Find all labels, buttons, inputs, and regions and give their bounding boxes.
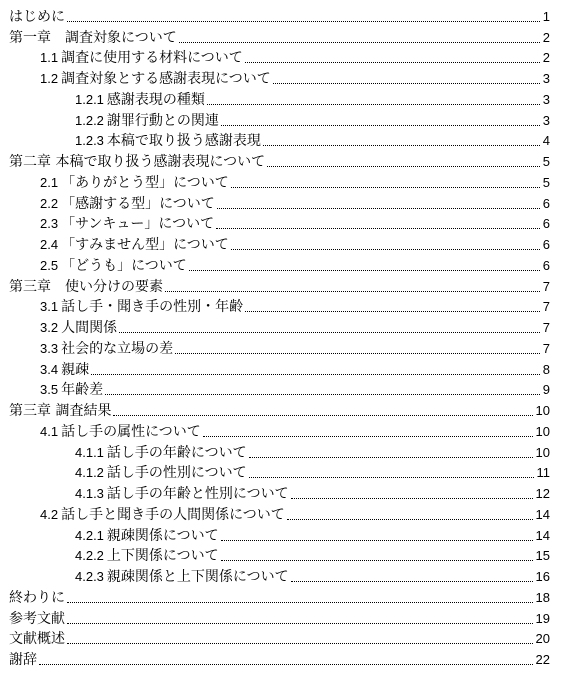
toc-entry-title: 文献概述 [9, 631, 65, 648]
toc-entry[interactable] [0, 150, 562, 171]
dot-leader [67, 643, 533, 644]
toc-entry-title: 第二章 本稿で取り扱う感謝表現について [9, 154, 266, 170]
dot-leader [221, 125, 540, 126]
toc-entry-page-number: 5 [542, 174, 550, 190]
toc-entry-title: はじめに [9, 8, 65, 25]
dot-leader [67, 602, 533, 603]
toc-entry-number: 1.2 [40, 71, 59, 86]
toc-entry-title: 「どうも」について [61, 257, 187, 274]
dot-leader [91, 374, 540, 375]
toc-entry-title: 終わりに [9, 589, 65, 606]
toc-entry-number: 2.2 [40, 195, 59, 211]
toc-entry-page-number: 10 [535, 423, 550, 439]
toc-entry-page-number: 3 [542, 91, 550, 107]
toc-entry-page-number: 22 [535, 652, 550, 667]
toc-entry-page-number: 7 [542, 278, 550, 294]
dot-leader [217, 208, 540, 209]
toc-entry-title: 親疎 [61, 361, 90, 378]
toc-entry-title: 調査対象とする感謝表現について [61, 71, 271, 87]
toc-entry-number: 4.2.2 [75, 548, 104, 564]
toc-entry-title: 謝罪行動との関連 [106, 112, 219, 129]
toc-entry-title: 親疎関係について [106, 527, 219, 544]
toc-entry-title: 「ありがとう型」について [61, 174, 229, 191]
dot-leader [216, 228, 540, 229]
toc-entry[interactable] [0, 648, 562, 669]
toc-entry-number: 4.1.1 [75, 444, 104, 460]
toc-entry-number: 2.4 [40, 237, 59, 252]
dot-leader [221, 540, 533, 541]
toc-entry-page-number: 6 [542, 237, 550, 252]
toc-entry[interactable] [0, 379, 562, 400]
dot-leader [267, 166, 540, 167]
toc-entry-title: 話し手の年齢について [106, 444, 247, 461]
toc-entry[interactable] [0, 586, 562, 607]
dot-leader [291, 498, 533, 499]
toc-entry-page-number: 7 [542, 340, 550, 356]
dot-leader [165, 291, 540, 292]
dot-leader [231, 249, 540, 250]
toc-entry-number: 1.1 [40, 50, 59, 66]
dot-leader [249, 477, 534, 478]
dot-leader [287, 519, 533, 520]
toc-entry[interactable] [0, 565, 562, 586]
toc-entry[interactable] [0, 275, 562, 296]
toc-entry[interactable] [0, 316, 562, 337]
toc-entry-page-number: 3 [542, 112, 550, 128]
toc-entry-page-number: 20 [535, 631, 550, 647]
toc-entry-title: 話し手と聞き手の人間関係について [61, 506, 285, 523]
dot-leader [175, 353, 540, 354]
toc-entry[interactable] [0, 296, 562, 317]
toc-entry-title: 謝辞 [9, 652, 37, 668]
dot-leader [249, 457, 533, 458]
dot-leader [67, 21, 540, 22]
toc-entry-number: 2.1 [40, 174, 59, 190]
toc-entry-number: 1.2.1 [75, 91, 104, 107]
toc-entry-page-number: 3 [542, 71, 550, 86]
toc-entry-number: 3.2 [40, 320, 59, 335]
toc-entry-page-number: 15 [535, 548, 550, 564]
toc-entry-page-number: 14 [535, 527, 550, 543]
toc-entry-number: 2.3 [40, 216, 59, 232]
toc-entry-title: 本稿で取り扱う感謝表現 [106, 133, 261, 150]
toc-entry-title: 「サンキュー」について [61, 216, 215, 233]
dot-leader [245, 62, 540, 63]
toc-entry-page-number: 7 [542, 320, 550, 335]
toc-entry-title: 「感謝する型」について [61, 195, 215, 212]
toc-entry[interactable] [0, 130, 562, 151]
toc-entry-number: 3.5 [40, 382, 59, 398]
toc-entry-number: 4.1.3 [75, 486, 104, 501]
toc-entry-page-number: 8 [542, 361, 550, 377]
toc-entry-number: 4.2 [40, 506, 59, 522]
toc-entry-title: 第三章 使い分けの要素 [9, 278, 163, 295]
toc-entry[interactable] [0, 233, 562, 254]
dot-leader [119, 332, 540, 333]
toc-entry-page-number: 6 [542, 257, 550, 273]
dot-leader [221, 560, 533, 561]
toc-entry[interactable] [0, 254, 562, 275]
toc-entry-number: 3.4 [40, 361, 59, 377]
toc-entry-title: 年齢差 [61, 382, 104, 399]
toc-entry-title: 「すみません型」について [61, 237, 229, 253]
toc-entry-title: 人間関係 [61, 320, 118, 336]
toc-entry-page-number: 6 [542, 195, 550, 211]
dot-leader [105, 394, 540, 395]
toc-entry-title: 調査に使用する材料について [61, 50, 243, 67]
table-of-contents [0, 5, 562, 669]
toc-entry-page-number: 7 [542, 299, 550, 315]
toc-entry-number: 4.1.2 [75, 465, 104, 481]
toc-entry[interactable] [0, 358, 562, 379]
toc-entry-number: 4.2.3 [75, 569, 104, 584]
toc-entry-page-number: 16 [535, 569, 550, 584]
toc-entry-page-number: 19 [535, 610, 550, 626]
toc-entry[interactable] [0, 47, 562, 68]
dot-leader [179, 42, 540, 43]
toc-entry-page-number: 14 [535, 506, 550, 522]
dot-leader [39, 664, 533, 665]
toc-entry-number: 3.3 [40, 340, 59, 356]
toc-entry[interactable] [0, 524, 562, 545]
toc-entry[interactable] [0, 109, 562, 130]
toc-entry[interactable] [0, 545, 562, 566]
toc-entry-title: 話し手の年齢と性別について [106, 486, 289, 502]
dot-leader [273, 83, 540, 84]
dot-leader [207, 104, 540, 105]
toc-entry-title: 話し手の属性について [61, 423, 201, 440]
toc-entry[interactable] [0, 628, 562, 649]
toc-entry[interactable] [0, 213, 562, 234]
toc-entry[interactable] [0, 26, 562, 47]
toc-entry[interactable] [0, 171, 562, 192]
toc-entry[interactable] [0, 399, 562, 420]
toc-entry[interactable] [0, 420, 562, 441]
toc-entry[interactable] [0, 192, 562, 213]
dot-leader [231, 187, 540, 188]
toc-entry-page-number: 18 [535, 589, 550, 605]
toc-entry-title: 社会的な立場の差 [61, 340, 174, 357]
toc-entry-page-number: 2 [542, 29, 550, 45]
toc-entry[interactable] [0, 482, 562, 503]
toc-entry-title: 親疎関係と上下関係について [106, 569, 289, 585]
toc-entry-number: 1.2.3 [75, 133, 104, 149]
dot-leader [245, 311, 540, 312]
toc-entry-page-number: 11 [536, 465, 550, 481]
toc-entry-page-number: 4 [542, 133, 550, 149]
toc-entry-number: 4.2.1 [75, 527, 104, 543]
toc-entry-title: 参考文献 [9, 610, 65, 627]
toc-entry-number: 2.5 [40, 257, 59, 273]
toc-entry[interactable] [0, 67, 562, 88]
toc-entry-page-number: 5 [542, 154, 550, 169]
toc-entry-title: 第一章 調査対象について [9, 29, 177, 46]
toc-entry-title: 感謝表現の種類 [106, 91, 205, 108]
dot-leader [67, 623, 533, 624]
toc-entry-page-number: 1 [542, 8, 550, 24]
toc-entry[interactable] [0, 5, 562, 26]
toc-entry-number: 3.1 [40, 299, 59, 315]
toc-entry-page-number: 12 [535, 486, 550, 501]
toc-entry-title: 上下関係について [106, 548, 219, 565]
dot-leader [113, 415, 532, 416]
toc-entry[interactable] [0, 88, 562, 109]
toc-entry-page-number: 9 [542, 382, 550, 398]
toc-entry-page-number: 2 [542, 50, 550, 66]
dot-leader [291, 581, 533, 582]
dot-leader [189, 270, 540, 271]
toc-entry-title: 第三章 調査結果 [9, 403, 112, 419]
toc-entry[interactable] [0, 503, 562, 524]
toc-entry-title: 話し手の性別について [106, 465, 247, 482]
toc-entry[interactable] [0, 462, 562, 483]
dot-leader [203, 436, 533, 437]
toc-entry-page-number: 10 [535, 444, 550, 460]
toc-entry-number: 1.2.2 [75, 112, 104, 128]
toc-entry[interactable] [0, 337, 562, 358]
dot-leader [263, 145, 540, 146]
toc-entry-page-number: 6 [542, 216, 550, 232]
toc-entry-title: 話し手・聞き手の性別・年齢 [61, 299, 244, 316]
toc-entry-number: 4.1 [40, 423, 59, 439]
toc-entry[interactable] [0, 607, 562, 628]
toc-entry[interactable] [0, 441, 562, 462]
toc-entry-page-number: 10 [535, 403, 550, 418]
